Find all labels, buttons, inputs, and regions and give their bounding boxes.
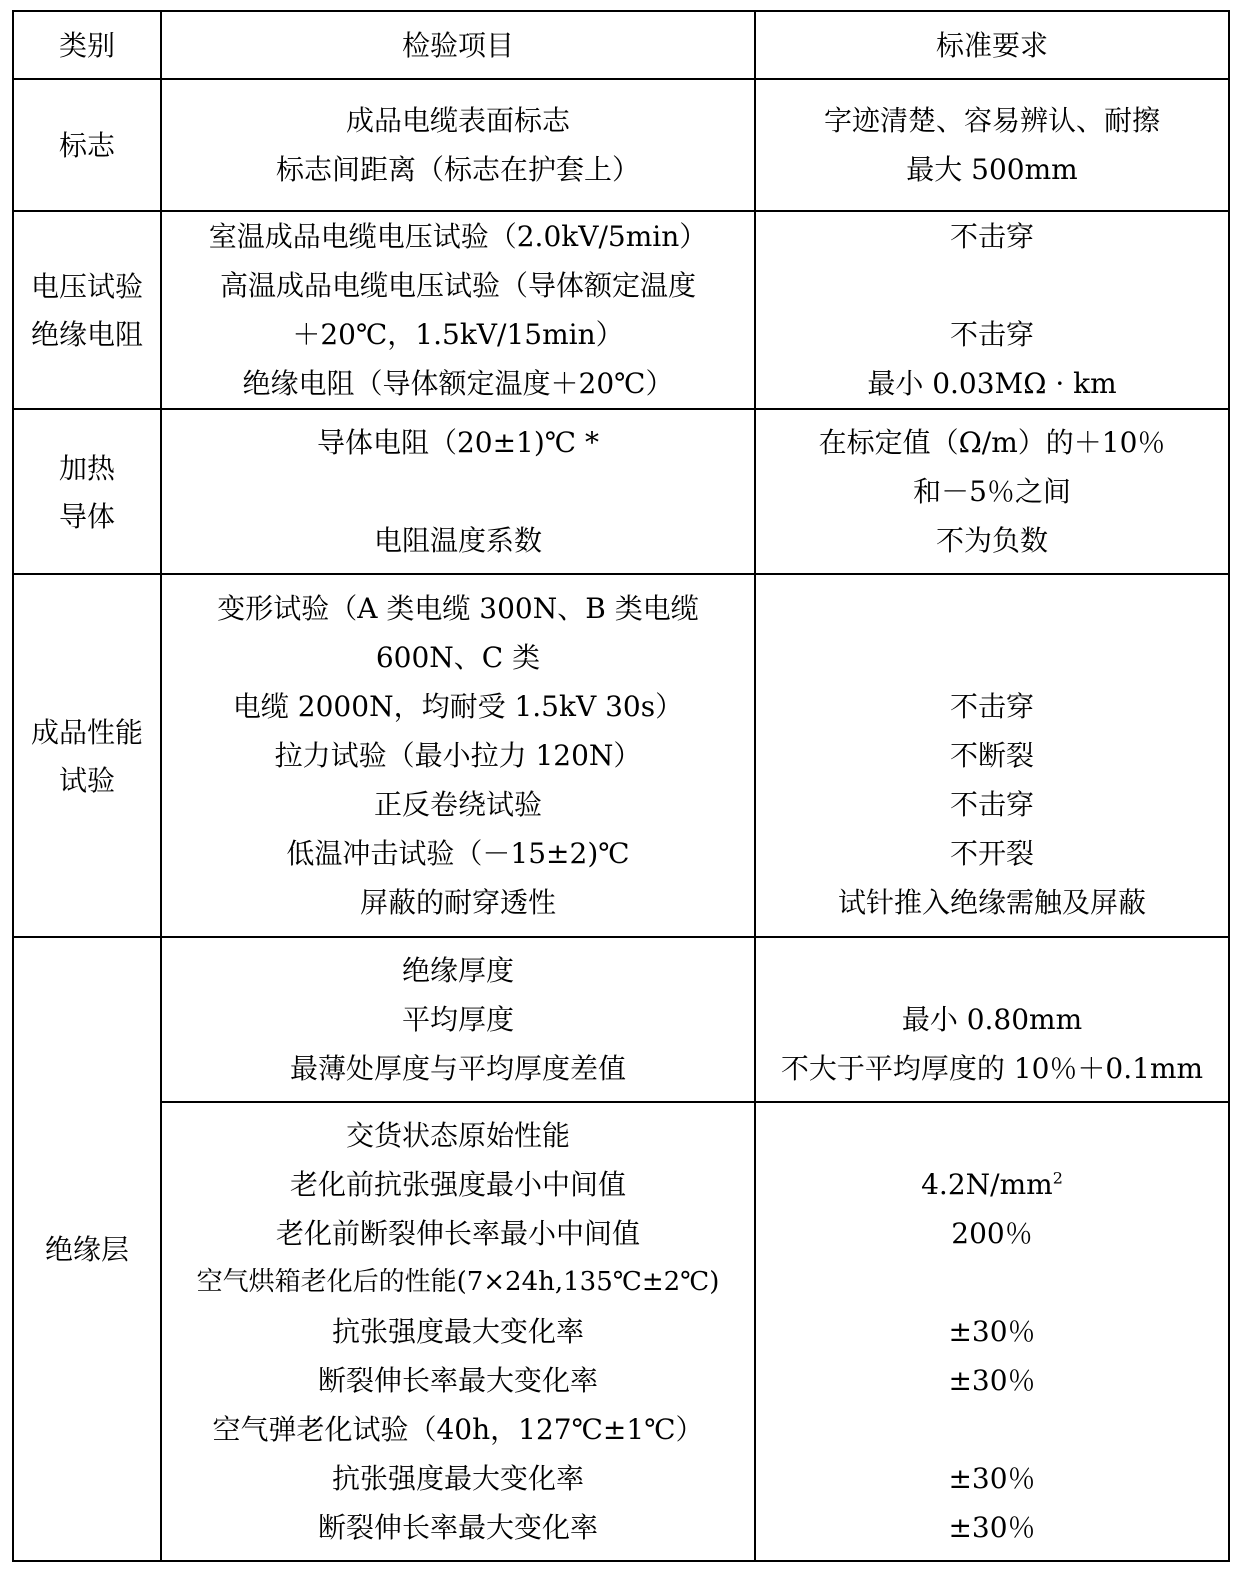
requirement-cell: $4.2N/mm^2$ 200％ ±30％ ±30％ ±30％ ±30％ <box>755 1102 1229 1561</box>
table-row-insulation-thickness <box>13 937 1229 1102</box>
table-row-insulation-properties <box>13 1102 1229 1561</box>
category-cell: 加热 导体 <box>13 409 161 574</box>
table-row-mark <box>13 79 1229 211</box>
table-row-performance <box>13 574 1229 937</box>
header-requirement: 标准要求 <box>755 11 1229 79</box>
category-cell: 绝缘层 <box>13 937 161 1561</box>
header-category: 类别 <box>13 11 161 79</box>
item-cell: 成品电缆表面标志 标志间距离（标志在护套上） <box>161 79 755 211</box>
category-cell: 电压试验 绝缘电阻 <box>13 211 161 409</box>
item-cell: 绝缘厚度 平均厚度 最薄处厚度与平均厚度差值 <box>161 937 755 1102</box>
requirement-cell: 最小 0.80mm 不大于平均厚度的 10％＋0.1mm <box>755 937 1229 1102</box>
requirement-cell: 在标定值（Ω/m）的＋10％ 和－5％之间 不为负数 <box>755 409 1229 574</box>
standard-requirements-table <box>12 10 1230 1562</box>
item-cell: 导体电阻（20±1)℃ * 电阻温度系数 <box>161 409 755 574</box>
table-header-row <box>13 11 1229 79</box>
superscript-2: 2 <box>1052 1168 1063 1188</box>
requirement-cell: 不击穿 不断裂 不击穿 不开裂 试针推入绝缘需触及屏蔽 <box>755 574 1229 937</box>
item-cell: 室温成品电缆电压试验（2.0kV/5min） 高温成品电缆电压试验（导体额定温度 ＋20℃，1.5kV/15min） 绝缘电阻（导体额定温度＋20℃） <box>161 211 755 409</box>
tensile-strength-value: $4.2N/mm^2$ <box>921 1168 1063 1201</box>
item-cell: 变形试验（A 类电缆 300N、B 类电缆 600N、C 类 电缆 2000N，均耐受 1.5kV 30s） 拉力试验（最小拉力 120N） 正反卷绕试验 低温冲击试验（－15±2)℃ 屏蔽的耐穿透性 <box>161 574 755 937</box>
requirement-cell: 不击穿 不击穿 最小 0.03MΩ · km <box>755 211 1229 409</box>
category-cell: 标志 <box>13 79 161 211</box>
category-cell: 成品性能 试验 <box>13 574 161 937</box>
item-cell: 交货状态原始性能 老化前抗张强度最小中间值 老化前断裂伸长率最小中间值 空气烘箱老化后的性能(7×24h,135℃±2℃) 抗张强度最大变化率 断裂伸长率最大变化率 空气弹老化试验（40h，127℃±1℃） 抗张强度最大变化率 断裂伸长率最大变化率 <box>161 1102 755 1561</box>
header-item: 检验项目 <box>161 11 755 79</box>
table-row-voltage <box>13 211 1229 409</box>
requirement-cell: 字迹清楚、容易辨认、耐擦 最大 500mm <box>755 79 1229 211</box>
table-row-heating-conductor <box>13 409 1229 574</box>
